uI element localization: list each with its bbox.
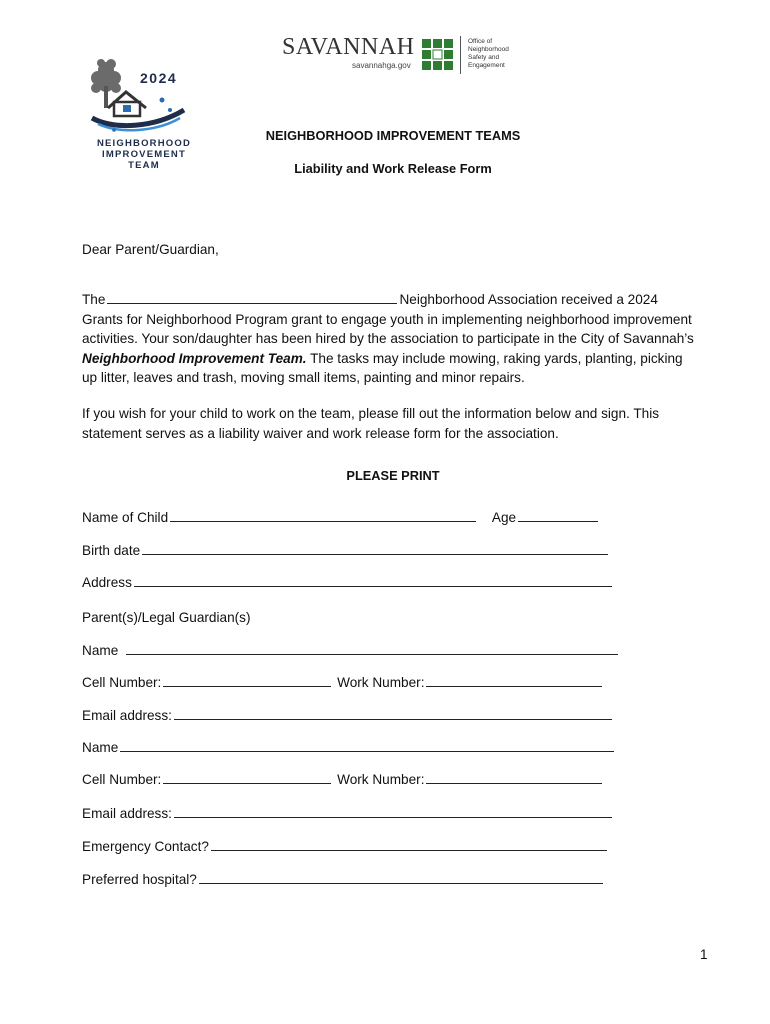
preferred-hospital-label: Preferred hospital?: [82, 872, 197, 887]
guardian2-cell-label: Cell Number:: [82, 772, 162, 787]
p1-line4-rest: The tasks may include mowing, raking yards, planting, picking: [306, 350, 683, 366]
address-field[interactable]: [134, 572, 612, 587]
guardian2-work-field[interactable]: [426, 769, 602, 784]
emergency-contact-label: Emergency Contact?: [82, 839, 209, 854]
guardian1-email-label: Email address:: [82, 708, 172, 723]
nit-logo-line3: TEAM: [128, 160, 160, 171]
nit-logo-line2: IMPROVEMENT: [102, 149, 186, 160]
row-guardian1-name: [82, 640, 620, 661]
guardian2-email-label: Email address:: [82, 806, 172, 821]
name-of-child-label: Name of Child: [82, 510, 169, 525]
savannah-squares-icon: [422, 39, 454, 71]
savannah-logo: [282, 34, 512, 80]
nit-logo: [84, 52, 204, 174]
address-label: Address: [82, 575, 132, 590]
birth-date-label: Birth date: [82, 543, 141, 558]
p1-the: The: [82, 292, 106, 307]
nit-logo-line1: NEIGHBORHOOD: [96, 138, 192, 149]
page-subtitle: Liability and Work Release Form: [294, 161, 492, 176]
row-guardian1-phones: [82, 672, 604, 693]
paragraph-2: [82, 404, 722, 443]
guardians-label: Parent(s)/Legal Guardian(s): [82, 610, 251, 625]
p1-team-name: Neighborhood Improvement Team.: [82, 350, 307, 366]
page-title: NEIGHBORHOOD IMPROVEMENT TEAMS: [265, 128, 521, 143]
guardian1-work-field[interactable]: [426, 672, 602, 687]
guardian2-work-label: Work Number:: [337, 772, 425, 787]
page-number: 1: [700, 947, 708, 962]
row-preferred-hospital: [82, 869, 605, 890]
guardian1-name-label: Name: [82, 643, 119, 658]
age-label: Age: [491, 510, 517, 525]
savannah-divider: [460, 36, 461, 74]
row-emergency-contact: [82, 836, 609, 857]
guardian2-name-label: Name: [82, 740, 119, 755]
guardian1-email-field[interactable]: [174, 705, 612, 720]
guardian1-work-label: Work Number:: [337, 675, 425, 690]
dept-line3: Safety and: [468, 54, 500, 61]
dept-line4: Engagement: [468, 62, 505, 69]
please-print-heading: PLEASE PRINT: [346, 468, 440, 483]
guardian2-email-field[interactable]: [174, 803, 612, 818]
guardian2-cell-field[interactable]: [163, 769, 331, 784]
salutation: Dear Parent/Guardian,: [82, 242, 219, 257]
p1-line5: up litter, leaves and trash, moving small items, painting and minor repairs.: [82, 370, 525, 385]
p1-line2: Grants for Neighborhood Program grant to engage youth in implementing neighborhood improvement: [82, 311, 692, 327]
guardian1-cell-field[interactable]: [163, 672, 331, 687]
row-guardian2-name: [82, 737, 616, 758]
savannah-url: savannahga.gov: [352, 61, 411, 70]
emergency-contact-field[interactable]: [211, 836, 607, 851]
row-address: [82, 572, 614, 593]
birth-date-field[interactable]: [142, 540, 608, 555]
dept-line1: Office of: [468, 38, 493, 45]
p1-line3: activities. Your son/daughter has been hired by the association to participate in the City of Savannah’s: [82, 331, 694, 346]
p2-line1: If you wish for your child to work on the team, please fill out the information below and sign. This: [82, 406, 660, 421]
row-guardian2-phones: [82, 769, 604, 790]
nit-logo-year: 2024: [140, 70, 178, 86]
age-field[interactable]: [518, 507, 598, 522]
savannah-wordmark: SAVANNAH: [282, 34, 415, 60]
name-of-child-field[interactable]: [170, 507, 476, 522]
guardian2-name-field[interactable]: [120, 737, 614, 752]
row-birth-date: [82, 540, 610, 561]
association-name-field[interactable]: [107, 289, 397, 304]
row-guardian1-email: [82, 705, 614, 726]
paragraph-1: [82, 289, 722, 388]
row-name-of-child: [82, 507, 600, 528]
guardian1-cell-label: Cell Number:: [82, 675, 162, 690]
dept-line2: Neighborhood: [468, 46, 509, 53]
row-guardian2-email: [82, 803, 614, 824]
p1-line1-rest: Neighborhood Association received a 2024: [399, 292, 658, 307]
p2-line2: statement serves as a liability waiver and work release form for the association.: [82, 425, 559, 441]
preferred-hospital-field[interactable]: [199, 869, 603, 884]
guardian1-name-field[interactable]: [126, 640, 618, 655]
nit-logo-graphic: [84, 52, 204, 132]
